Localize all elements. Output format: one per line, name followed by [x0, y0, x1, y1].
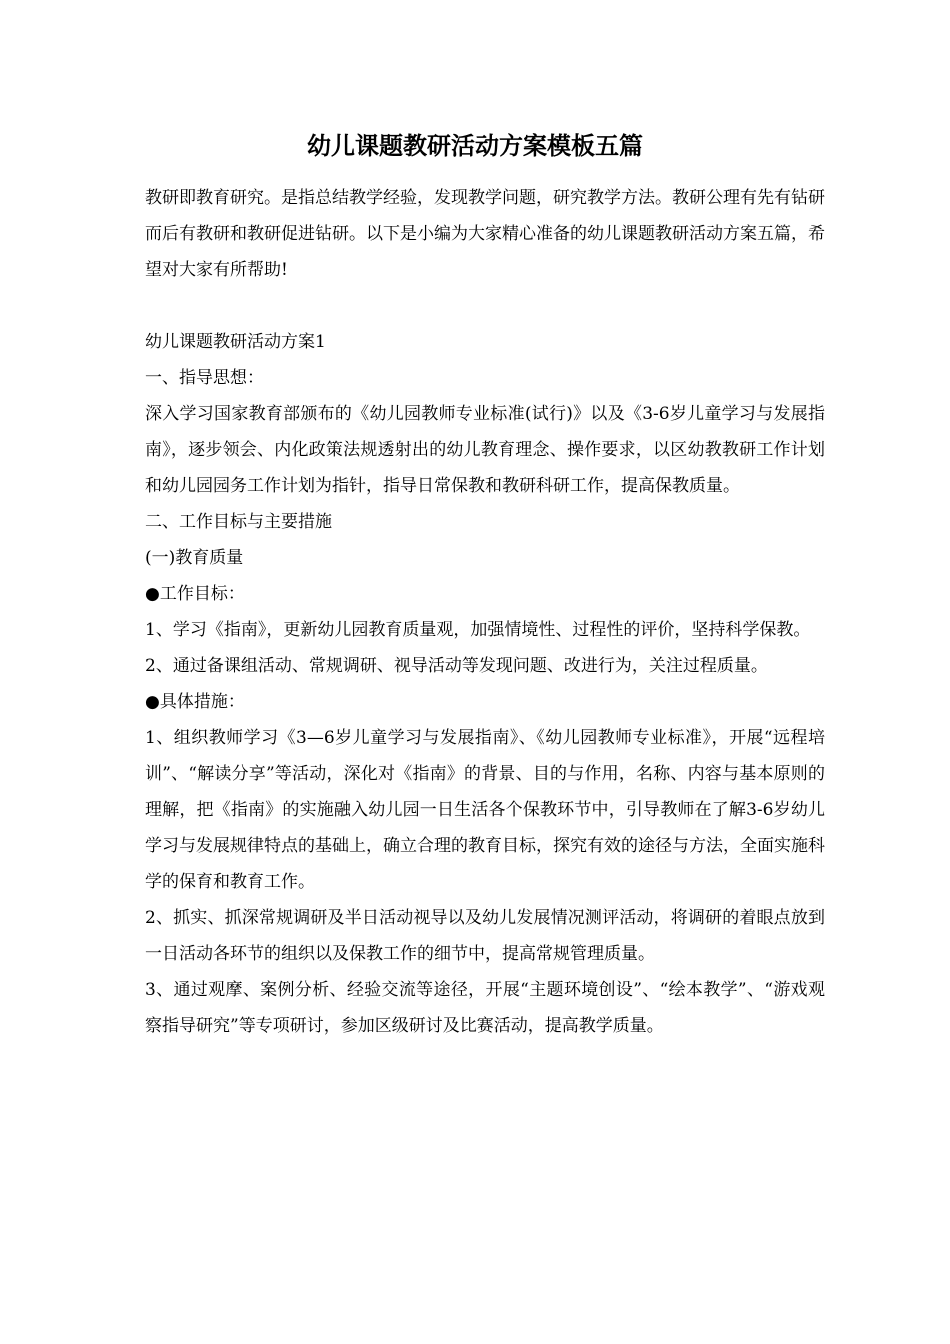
- bullet-work-goals: ●工作目标：: [145, 584, 245, 604]
- intro-paragraph: 教研即教育研究。是指总结教学经验，发现教学问题，研究教学方法。教研公理有先有钻研而后有教研和教研促进钻研。以下是小编为大家精心准备的幼儿课题教研活动方案五篇，希望对大家有所帮助!: [145, 188, 825, 280]
- section-heading-plan-1: 幼儿课题教研活动方案1: [145, 332, 326, 352]
- heading-goals-measures: 二、工作目标与主要措施: [145, 512, 332, 532]
- list-item-measure-2: 2、抓实、抓深常规调研及半日活动视导以及幼儿发展情况测评活动，将调研的着眼点放到一日活动各环节的组织以及保教工作的细节中，提高常规管理质量。: [145, 908, 825, 964]
- bullet-specific-measures: ●具体措施：: [145, 692, 245, 712]
- list-item-measure-3: 3、通过观摩、案例分析、经验交流等途径，开展“主题环境创设”、“绘本教学”、“游戏观察指导研究”等专项研讨，参加区级研讨及比赛活动，提高教学质量。: [145, 980, 825, 1036]
- list-item-goal-1: 1、学习《指南》，更新幼儿园教育质量观，加强情境性、过程性的评价，坚持科学保教。: [145, 620, 811, 640]
- document-body: [145, 180, 825, 1044]
- heading-guiding-ideology: 一、指导思想：: [145, 368, 264, 388]
- list-item-measure-1: 1、组织教师学习《3—6岁儿童学习与发展指南》、《幼儿园教师专业标准》，开展“远程培训”、“解读分享”等活动，深化对《指南》的背景、目的与作用，名称、内容与基本原则的理解，把《指南》的实施融入幼儿园一日生活各个保教环节中，引导教师在了解3-6岁幼儿学习与发展规律特点的基础上，确立合理的教育目标，探究有效的途径与方法，全面实施科学的保育和教育工作。: [145, 728, 825, 892]
- list-item-goal-2: 2、通过备课组活动、常规调研、视导活动等发现问题、改进行为，关注过程质量。: [145, 656, 768, 676]
- paragraph-gap: [145, 288, 825, 324]
- paragraph-guiding-ideology: 深入学习国家教育部颁布的《幼儿园教师专业标准(试行)》以及《3-6岁儿童学习与发展指南》，逐步领会、内化政策法规透射出的幼儿教育理念、操作要求，以区幼教教研工作计划和幼儿园园务工作计划为指针，指导日常保教和教研科研工作，提高保教质量。: [145, 404, 825, 496]
- document-title: 幼儿课题教研活动方案模板五篇: [307, 131, 643, 160]
- subheading-education-quality: (一)教育质量: [145, 548, 244, 568]
